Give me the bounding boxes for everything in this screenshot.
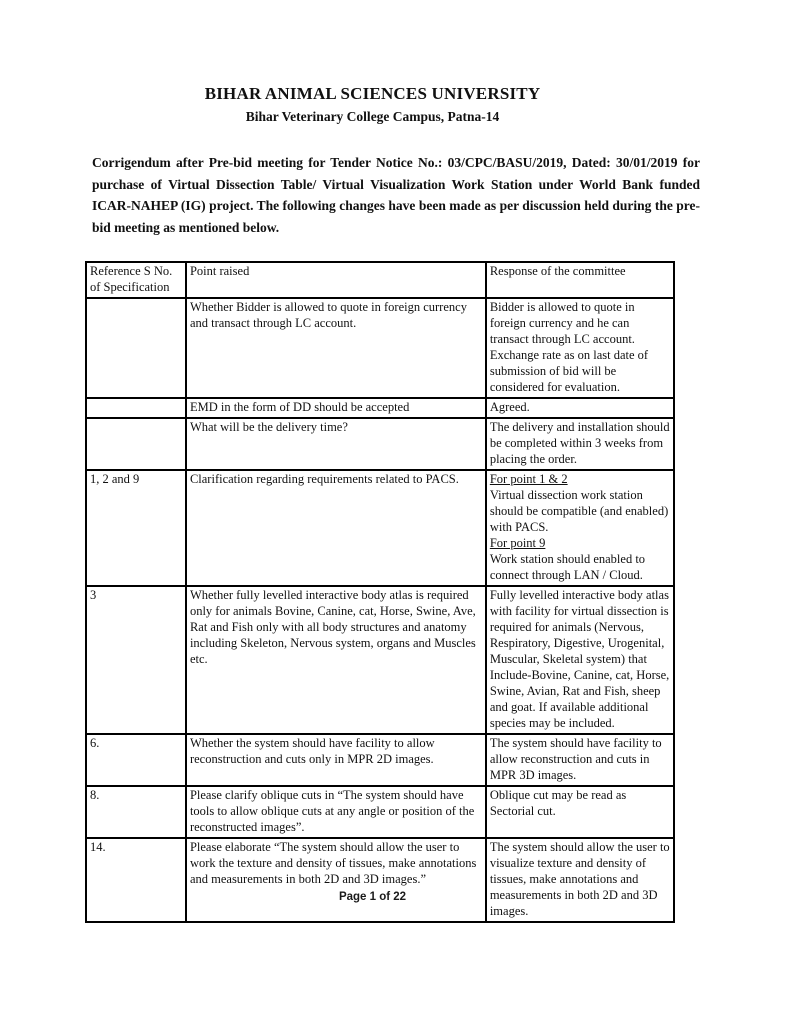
reference-cell: 8.: [86, 786, 186, 838]
response-text: Oblique cut may be read as Sectorial cut.: [489, 788, 627, 819]
response-cell: [486, 398, 674, 418]
table-row: [86, 786, 674, 838]
response-text: Work station should enabled to connect through LAN / Cloud.: [489, 552, 646, 583]
response-text: Virtual dissection work station should be compatible (and enabled) with PACS.: [489, 488, 669, 535]
table-row: [86, 470, 674, 586]
intro-paragraph: Corrigendum after Pre-bid meeting for Tender Notice No.: 03/CPC/BASU/2019, Dated: 30/01/2019 for purchase of Virtual Dissection Table/ Virtual Visualization Work Station under World Bank funded ICAR-NAHEP (IG) project. The following changes have been made as per discussion held during the pre-bid meeting as mentioned below.: [92, 155, 700, 235]
point-raised-cell: Whether Bidder is allowed to quote in foreign currency and transact through LC account.: [186, 298, 486, 398]
reference-cell: [86, 418, 186, 470]
corrigendum-table-body: [86, 298, 674, 922]
reference-cell: [86, 298, 186, 398]
response-text: Agreed.: [489, 400, 530, 415]
response-cell: [486, 734, 674, 786]
response-text: Fully levelled interactive body atlas with facility for virtual dissection is required for animals (Nervous, Respiratory, Digestive, Urogenital, Muscular, Skeletal system) that Include-Bovine, Canine, cat, Horse, Swine, Avian, Rat and Fish, sheep and goat. If available additional species may be included.: [489, 588, 670, 731]
point-raised-cell: What will be the delivery time?: [186, 418, 486, 470]
response-cell: [486, 298, 674, 398]
response-text: Bidder is allowed to quote in foreign currency and he can transact through LC account. Exchange rate as on last date of submission of bid will be considered for evaluation.: [489, 300, 649, 395]
point-raised-cell: EMD in the form of DD should be accepted: [186, 398, 486, 418]
reference-cell: 1, 2 and 9: [86, 470, 186, 586]
column-header-reference: Reference S No. of Specification: [86, 262, 186, 298]
table-row: [86, 838, 674, 922]
reference-cell: 14.: [86, 838, 186, 922]
reference-cell: 6.: [86, 734, 186, 786]
table-row: [86, 586, 674, 734]
point-raised-cell: Please elaborate “The system should allow the user to work the texture and density of tissues, make annotations and measurements in both 2D and 3D images.”: [186, 838, 486, 922]
response-text: The system should have facility to allow reconstruction and cuts in MPR 3D images.: [489, 736, 662, 783]
corrigendum-table: [85, 261, 675, 923]
table-row: [86, 398, 674, 418]
response-text: The delivery and installation should be completed within 3 weeks from placing the order.: [489, 420, 670, 467]
point-raised-cell: Whether the system should have facility to allow reconstruction and cuts only in MPR 2D images.: [186, 734, 486, 786]
page-title: BIHAR ANIMAL SCIENCES UNIVERSITY: [204, 84, 541, 103]
page-number: Page 1 of 22: [338, 891, 407, 904]
response-text: The system should allow the user to visualize texture and density of tissues, make annotations and measurements in both 2D and 3D images.: [489, 840, 670, 919]
response-cell: [486, 838, 674, 922]
point-raised-cell: Clarification regarding requirements related to PACS.: [186, 470, 486, 586]
reference-cell: [86, 398, 186, 418]
response-cell: [486, 786, 674, 838]
response-cell: [486, 418, 674, 470]
column-header-response: Response of the committee: [486, 262, 674, 298]
table-row: [86, 418, 674, 470]
table-row: [86, 734, 674, 786]
page-subtitle: Bihar Veterinary College Campus, Patna-14: [245, 109, 500, 124]
response-subheading: For point 9: [489, 536, 546, 551]
response-cell: [486, 470, 674, 586]
column-header-point: Point raised: [186, 262, 486, 298]
response-subheading: For point 1 & 2: [489, 472, 568, 487]
reference-cell: 3: [86, 586, 186, 734]
point-raised-cell: Please clarify oblique cuts in “The system should have tools to allow oblique cuts at any angle or position of the reconstructed images”.: [186, 786, 486, 838]
response-cell: [486, 586, 674, 734]
point-raised-cell: Whether fully levelled interactive body atlas is required only for animals Bovine, Canine, cat, Horse, Swine, Ave, Rat and Fish only with all body structures and anatomy including Skeleton, Nervous system, organs and Muscles etc.: [186, 586, 486, 734]
table-row: [86, 298, 674, 398]
table-header-row: [86, 262, 674, 298]
